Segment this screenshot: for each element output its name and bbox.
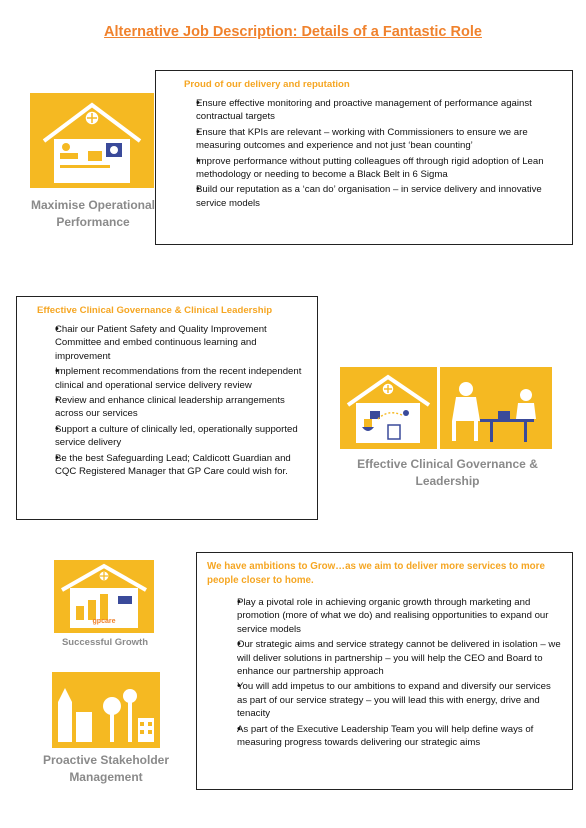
delivery-reputation-list: [172, 97, 564, 210]
clinical-governance-heading: Effective Clinical Governance & Clinical Leadership: [37, 305, 273, 316]
clinical-governance-illustration-right: [440, 367, 552, 449]
list-item: • Ensure effective monitoring and proactive management of performance against contractual targets: [172, 97, 564, 124]
stakeholder-caption: Proactive Stakeholder Management: [42, 753, 170, 784]
operational-performance-illustration: [30, 93, 154, 188]
clinical-governance-illustration-left: [340, 367, 437, 449]
growth-ambitions-heading: We have ambitions to Grow…as we aim to deliver more services to more people closer to home.: [207, 561, 545, 586]
clinical-governance-list: [21, 323, 309, 478]
list-item: • Implement recommendations from the recent independent clinical and operational service delivery review: [21, 365, 309, 392]
successful-growth-illustration: [54, 560, 154, 633]
list-item: • Ensure that KPIs are relevant – working with Commissioners to ensure we are measuring outcomes and experience and not just ‘bean counting’: [172, 126, 564, 153]
operational-performance-caption: Maximise Operational Performance: [30, 198, 156, 229]
delivery-reputation-box: [155, 70, 573, 245]
stakeholder-illustration: [52, 672, 160, 748]
list-item: • Play a pivotal role in achieving organic growth through marketing and promotion (more of what we do) and realising opportunities to expand our service models: [207, 596, 562, 636]
list-item: • Support a culture of clinically led, operationally supported service delivery: [21, 423, 309, 450]
successful-growth-caption: Successful Growth: [61, 637, 149, 648]
growth-ambitions-list: [207, 596, 562, 749]
list-item: • Review and enhance clinical leadership arrangements across our services: [21, 394, 309, 421]
list-item: • As part of the Executive Leadership Team you will help define ways of measuring progress towards delivering our strategic aims: [207, 723, 562, 750]
delivery-reputation-heading: Proud of our delivery and reputation: [184, 79, 350, 90]
clinical-governance-box: [16, 296, 318, 520]
list-item: • You will add impetus to our ambitions to expand and diversify our services as part of our service strategy – you will lead this with energy, drive and tenacity: [207, 680, 562, 720]
growth-ambitions-box: [196, 552, 573, 790]
page-title: Alternative Job Description: Details of a Fantastic Role: [104, 24, 482, 40]
list-item: • Chair our Patient Safety and Quality Improvement Committee and embed continuous learning and improvement: [21, 323, 309, 363]
list-item: • Be the best Safeguarding Lead; Caldicott Guardian and CQC Registered Manager that GP Care could wish for.: [21, 452, 309, 479]
list-item: • Our strategic aims and service strategy cannot be delivered in isolation – we will deliver solutions in partnership – you will help the CEO and Board to enhance our partnership approach: [207, 638, 562, 678]
gpcare-logo: gpcare: [92, 618, 116, 625]
list-item: • Improve performance without putting colleagues off through rigid adoption of Lean methodology or needing to become a Black Belt in 6 Sigma: [172, 155, 564, 182]
list-item: • Build our reputation as a ‘can do’ organisation – in service delivery and innovative service models: [172, 183, 564, 210]
clinical-governance-caption: Effective Clinical Governance & Leadership: [357, 457, 538, 488]
